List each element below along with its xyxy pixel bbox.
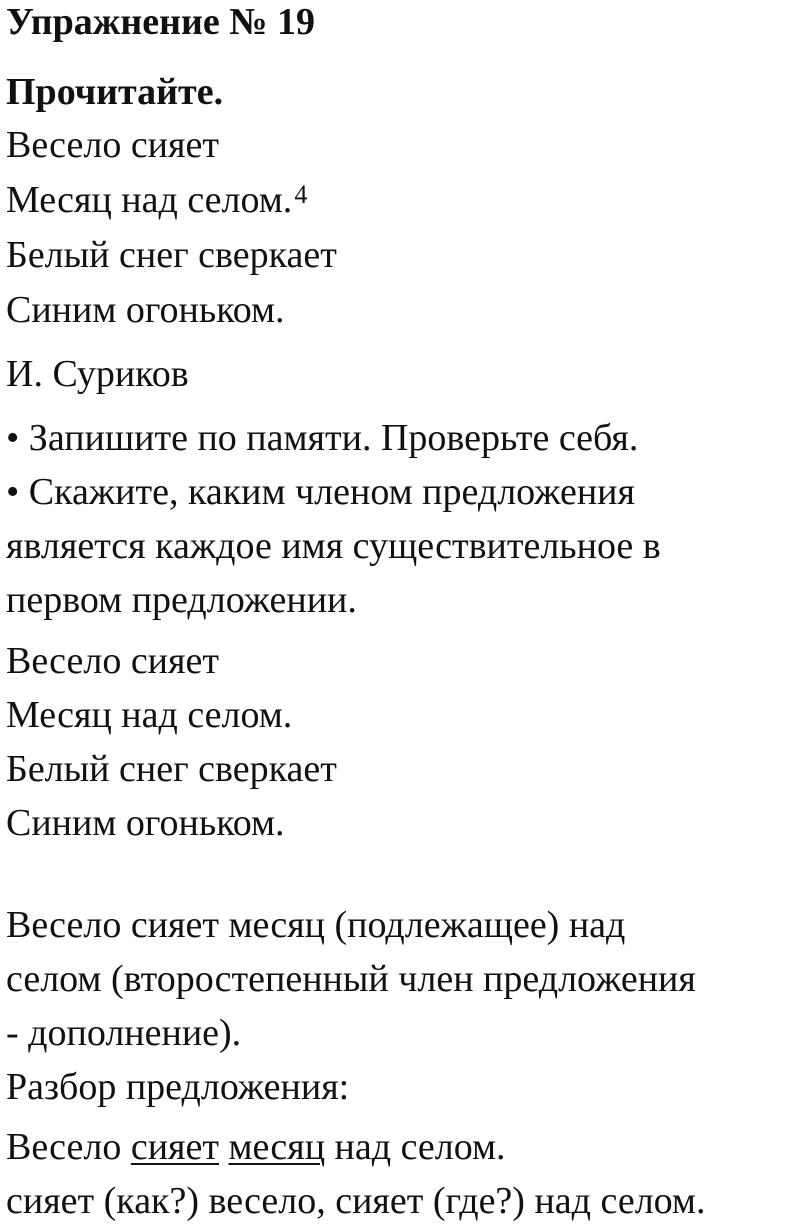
exercise-page [6,0,796,1228]
analysis-line: Весело сияет месяц (подлежащее) над [6,904,626,946]
parse-questions: сияет (как?) весело, сияет (где?) над селом. [6,1180,706,1222]
parsed-word-adverb: Весело [6,1126,122,1168]
poem-line-text: Месяц над селом. [6,179,293,221]
analysis-line: - дополнение). [6,1012,242,1054]
page-title: Упражнение № 19 [6,1,315,43]
parsed-word-predicate: сияет [130,1126,219,1168]
analysis-heading: Разбор предложения: [6,1066,350,1108]
task-line: является каждое имя существительное в [6,525,661,567]
parsed-word-rest: над селом. [334,1126,506,1168]
poem-author: И. Суриков [6,353,189,395]
parsed-sentence [6,1120,796,1174]
parsed-word-subject: месяц [228,1126,326,1168]
task-line: первом предложении. [6,579,357,621]
poem-line: Синим огоньком. [6,289,285,331]
rewritten-poem-line: Белый снег сверкает [6,748,337,790]
rewritten-poem [6,634,796,850]
rewritten-poem-line: Синим огоньком. [6,802,285,844]
poem-line: Белый снег сверкает [6,234,337,276]
poem-line: Весело сияет [6,124,219,166]
task-list [6,411,796,627]
instruction: Прочитайте. [6,71,224,113]
rewritten-poem-line: Месяц над селом. [6,694,293,736]
poem [6,118,796,338]
task-line: • Скажите, каким членом предложения [6,471,635,513]
poem-line [6,173,796,228]
analysis-line: селом (второстепенный член предложения [6,958,696,1000]
footnote-mark: 4 [294,180,308,209]
task-line: • Запишите по памяти. Проверьте себя. [6,417,639,459]
rewritten-poem-line: Весело сияет [6,640,219,682]
